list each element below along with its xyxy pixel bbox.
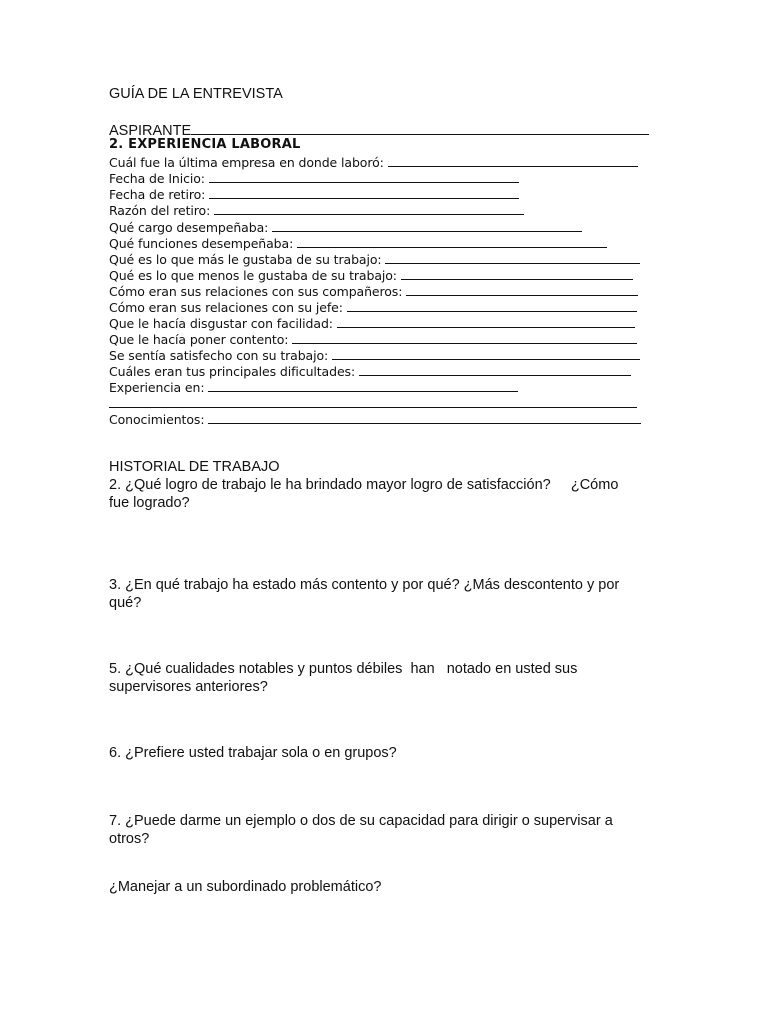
field-blank	[347, 298, 637, 312]
field-blank	[332, 346, 640, 360]
question-subordinado: ¿Manejar a un subordinado problemático?	[109, 879, 382, 895]
aspirante-label: ASPIRANTE	[109, 123, 192, 139]
field-funciones	[109, 234, 607, 251]
field-label: Qué cargo desempeñaba:	[109, 220, 269, 235]
field-label: Qué es lo que menos le gustaba de su trabajo:	[109, 268, 397, 283]
field-blank	[359, 362, 631, 376]
field-blank	[209, 169, 519, 183]
field-label: Se sentía satisfecho con su trabajo:	[109, 348, 329, 363]
question-6-line1: 6. ¿Prefiere usted trabajar sola o en grupos?	[109, 745, 397, 761]
field-label: Cómo eran sus relaciones con su jefe:	[109, 300, 343, 315]
field-label: Cuál fue la última empresa en donde laboró:	[109, 155, 384, 170]
field-ultima-empresa	[109, 153, 638, 170]
field-label: Conocimientos:	[109, 412, 205, 427]
field-label: Cuáles eran tus principales dificultades:	[109, 364, 356, 379]
field-contento	[109, 330, 637, 347]
section-heading-experiencia: 2. EXPERIENCIA LABORAL	[109, 137, 301, 152]
question-5-line2: supervisores anteriores?	[109, 679, 268, 695]
question-7-line1: 7. ¿Puede darme un ejemplo o dos de su capacidad para dirigir o supervisar a	[109, 813, 613, 829]
field-blank	[297, 234, 607, 248]
field-disgustar	[109, 314, 635, 331]
field-blank	[109, 394, 637, 408]
aspirante-field	[109, 119, 649, 139]
question-3-line1: 3. ¿En qué trabajo ha estado más contento y por qué? ¿Más descontento y por	[109, 577, 620, 593]
field-blank	[401, 266, 633, 280]
question-2-line1: 2. ¿Qué logro de trabajo le ha brindado mayor logro de satisfacción? ¿Cómo	[109, 477, 619, 493]
field-menos-gustaba	[109, 266, 633, 283]
field-blank	[208, 410, 641, 424]
document-title: GUÍA DE LA ENTREVISTA	[109, 86, 283, 102]
field-label: Qué funciones desempeñaba:	[109, 236, 294, 251]
field-label: Razón del retiro:	[109, 203, 211, 218]
field-label: Experiencia en:	[109, 380, 205, 395]
field-fecha-inicio	[109, 169, 519, 186]
field-blank	[272, 218, 582, 232]
field-blank	[208, 378, 518, 392]
field-experiencia	[109, 378, 518, 395]
question-7-line2: otros?	[109, 831, 150, 847]
field-cargo	[109, 218, 582, 235]
field-label: Cómo eran sus relaciones con sus compañeros:	[109, 284, 403, 299]
field-blank	[406, 282, 638, 296]
question-3-line2: qué?	[109, 595, 142, 611]
field-razon-retiro	[109, 201, 524, 218]
question-5-line1: 5. ¿Qué cualidades notables y puntos débiles han notado en usted sus	[109, 661, 578, 677]
field-blank-line	[109, 394, 637, 411]
field-label: Que le hacía poner contento:	[109, 332, 289, 347]
field-label: Qué es lo que más le gustaba de su trabajo:	[109, 252, 382, 267]
field-satisfecho	[109, 346, 640, 363]
field-blank	[385, 250, 640, 264]
field-label: Fecha de retiro:	[109, 187, 206, 202]
field-label: Que le hacía disgustar con facilidad:	[109, 316, 333, 331]
field-relaciones-jefe	[109, 298, 637, 315]
historial-heading: HISTORIAL DE TRABAJO	[109, 459, 280, 475]
field-fecha-retiro	[109, 185, 519, 202]
aspirante-blank	[191, 119, 649, 135]
field-label: Fecha de Inicio:	[109, 171, 205, 186]
field-conocimientos	[109, 410, 641, 427]
field-blank	[214, 201, 524, 215]
field-blank	[337, 314, 635, 328]
field-blank	[209, 185, 519, 199]
field-blank	[388, 153, 638, 167]
field-mas-gustaba	[109, 250, 640, 267]
field-dificultades	[109, 362, 631, 379]
field-relaciones-companeros	[109, 282, 638, 299]
question-2-line2: fue logrado?	[109, 495, 190, 511]
field-blank	[292, 330, 637, 344]
